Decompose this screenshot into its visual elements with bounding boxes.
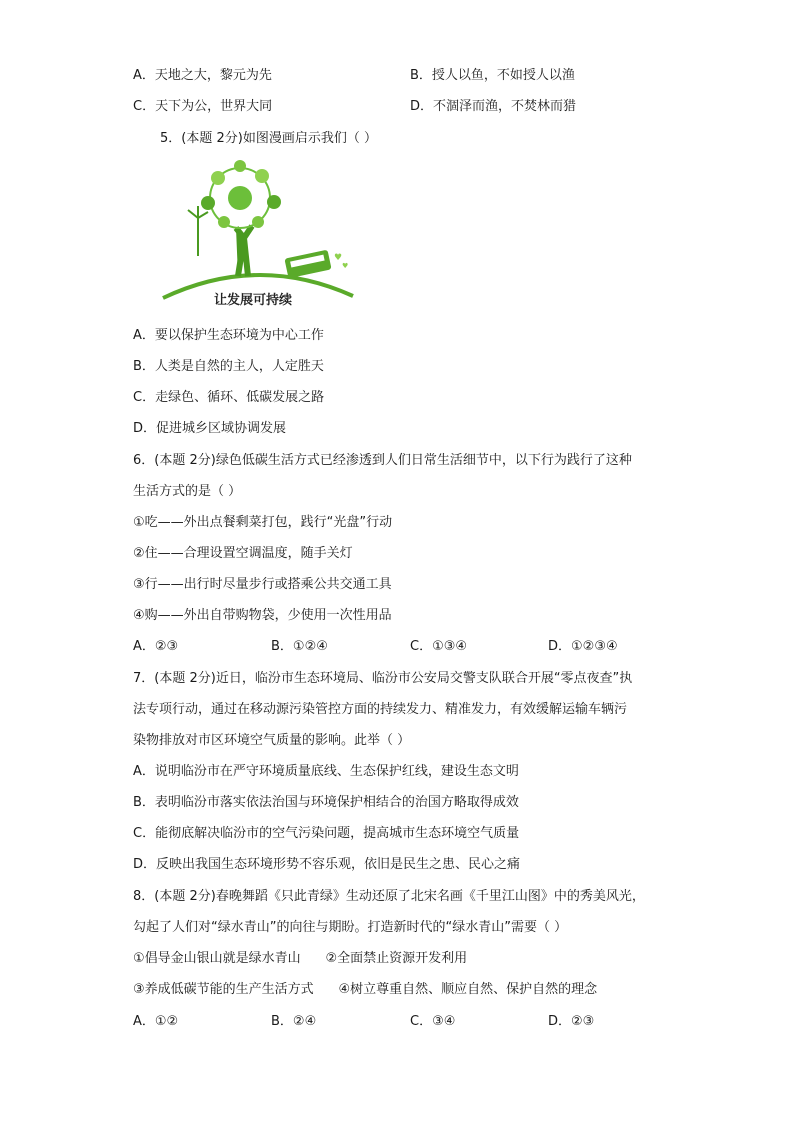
q6-option-c: C．①③④ bbox=[410, 639, 468, 654]
q6-stem-line-2: 生活方式的是（ ） bbox=[133, 484, 242, 499]
q6-statement-1: ①吃——外出点餐剩菜打包，践行“光盘”行动 bbox=[133, 515, 393, 530]
q8-option-d: D．②③ bbox=[548, 1014, 595, 1029]
q6-option-b: B．①②④ bbox=[271, 639, 328, 654]
q8-option-c: C．③④ bbox=[410, 1014, 456, 1029]
q7-stem-line-3: 染物排放对市区环境空气质量的影响。此举（ ） bbox=[133, 733, 411, 748]
q7-option-c: C．能彻底解决临汾市的空气污染问题，提高城市生态环境空气质量 bbox=[133, 826, 520, 841]
q6-statement-4: ④购——外出自带购物袋，少使用一次性用品 bbox=[133, 608, 392, 623]
q8-option-b: B．②④ bbox=[271, 1014, 317, 1029]
recycle-icon bbox=[255, 169, 269, 183]
q7-option-d: D．反映出我国生态环境形势不容乐观，依旧是民生之患、民心之痛 bbox=[133, 857, 521, 872]
q7-stem-line-1: 7．(本题 2分)近日，临汾市生态环境局、临汾市公安局交警支队联合开展“零点夜查”执 bbox=[133, 671, 633, 686]
q6-option-a: A．②③ bbox=[133, 639, 179, 654]
q5-option-a: A．要以保护生态环境为中心工作 bbox=[133, 328, 324, 343]
bag-icon bbox=[234, 160, 246, 172]
q7-stem-line-2: 法专项行动，通过在移动源污染管控方面的持续发力、精准发力，有效缓解运输车辆污 bbox=[133, 702, 628, 717]
globe-icon bbox=[228, 186, 252, 210]
q5-option-d: D．促进城乡区域协调发展 bbox=[133, 421, 287, 436]
q5-option-b: B．人类是自然的主人，人定胜天 bbox=[133, 359, 324, 374]
tree-trunk bbox=[236, 226, 252, 276]
q6-option-d: D．①②③④ bbox=[548, 639, 618, 654]
q5-stem: 5．(本题 2分)如图漫画启示我们（ ） bbox=[160, 131, 377, 146]
cartoon-caption: 让发展可持续 bbox=[214, 293, 293, 308]
leaf-icon bbox=[211, 171, 225, 185]
q8-statements-line-1: ①倡导金山银山就是绿水青山 ②全面禁止资源开发利用 bbox=[133, 951, 468, 966]
q4-option-c: C．天下为公，世界大同 bbox=[133, 99, 273, 114]
q8-option-a: A．①② bbox=[133, 1014, 179, 1029]
q5-option-c: C．走绿色、循环、低碳发展之路 bbox=[133, 390, 325, 405]
svg-text:♥: ♥ bbox=[334, 253, 343, 263]
q8-statements-line-2: ③养成低碳节能的生产生活方式 ④树立尊重自然、顺应自然、保护自然的理念 bbox=[133, 982, 598, 997]
battery-icon bbox=[267, 195, 281, 209]
q4-option-a: A．天地之大，黎元为先 bbox=[133, 68, 272, 83]
water-drop-icon bbox=[218, 216, 230, 228]
q6-statement-2: ②住——合理设置空调温度，随手关灯 bbox=[133, 546, 353, 561]
q6-statement-3: ③行——出行时尽量步行或搭乘公共交通工具 bbox=[133, 577, 392, 592]
q8-stem-line-1: 8．(本题 2分)春晚舞蹈《只此青绿》生动还原了北宋名画《千里江山图》中的秀美风光， bbox=[133, 889, 645, 904]
svg-text:♥: ♥ bbox=[342, 262, 349, 270]
q6-stem-line-1: 6．(本题 2分)绿色低碳生活方式已经渗透到人们日常生活细节中，以下行为践行了这种 bbox=[133, 453, 632, 468]
q4-option-b: B．授人以鱼，不如授人以渔 bbox=[410, 68, 575, 83]
q7-option-a: A．说明临汾市在严守环境质量底线、生态保护红线，建设生态文明 bbox=[133, 764, 519, 779]
q7-option-b: B．表明临汾市落实依法治国与环境保护相结合的治国方略取得成效 bbox=[133, 795, 519, 810]
bulb-icon bbox=[201, 196, 215, 210]
q4-option-d: D．不涸泽而渔，不焚林而猎 bbox=[410, 99, 577, 114]
q8-stem-line-2: 勾起了人们对“绿水青山”的向往与期盼。打造新时代的“绿水青山”需要（ ） bbox=[133, 920, 568, 935]
plant-icon bbox=[252, 216, 264, 228]
sustainable-development-cartoon bbox=[158, 158, 358, 308]
